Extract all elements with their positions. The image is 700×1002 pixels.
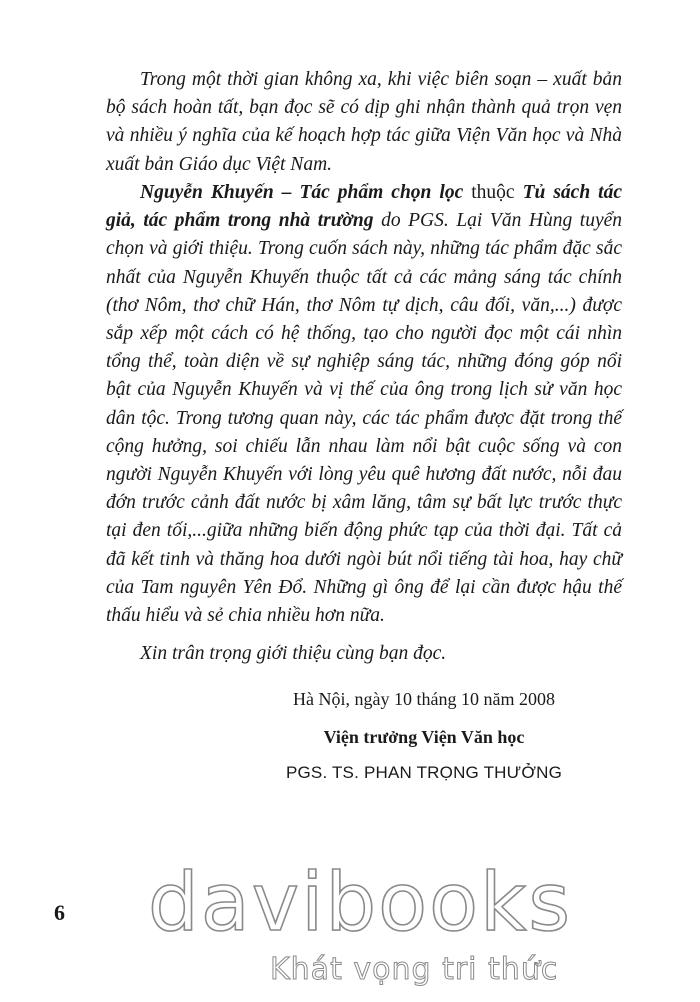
signature-title: Viện trưởng Viện Văn học: [323, 727, 525, 747]
paragraph-closing: [106, 640, 622, 668]
signature-date: Hà Nội, ngày 10 tháng 10 năm 2008: [293, 689, 555, 709]
signature-name: PGS. TS. PHAN TRỌNG THƯỞNG: [285, 763, 563, 782]
series-title: Tủ sách tác giả, tác phẩm trong nhà trường: [106, 182, 623, 232]
paragraph-3-text: Xin trân trọng giới thiệu cùng bạn đọc.: [140, 643, 447, 664]
paragraph-closing-note: [106, 66, 622, 179]
watermark-brand: davibooks: [148, 856, 573, 949]
paragraph-1-text: Trong một thời gian không xa, khi việc biên soạn – xuất bản bộ sách hoàn tất, bạn đọc sẽ có dịp ghi nhận thành quả trọn vẹn và nhiều ý nghĩa của kế hoạch hợp tác giữa Viện Văn học và Nhà xuất bản Giáo dục Việt Nam.: [106, 69, 622, 175]
paragraph-2-connector: thuộc: [471, 182, 515, 203]
paragraph-book-intro: [106, 179, 622, 630]
paragraph-2-text: do PGS. Lại Văn Hùng tuyển chọn và giới thiệu. Trong cuốn sách này, những tác phẩm đặc sắc nhất của Nguyễn Khuyến thuộc tất cả các mảng sáng tác chính (thơ Nôm, thơ chữ Hán, thơ Nôm tự dịch, câu đối, văn,...) được sắp xếp một cách có hệ thống, tạo cho người đọc một cái nhìn tổng thể, toàn diện về sự nghiệp sáng tác, những đóng góp nổi bật của Nguyễn Khuyến và vị thế của ông trong lịch sử văn học dân tộc. Trong tương quan này, các tác phẩm được đặt trong thế cộng hưởng, soi chiếu lẫn nhau làm nổi bật cuộc sống và con người Nguyễn Khuyến với lòng yêu quê hương đất nước, nỗi đau đớn trước cảnh đất nước bị xâm lăng, tâm sự bất lực trước thực tại đen tối,...giữa những biến động phức tạp của thời đại. Tất cả đã kết tinh và thăng hoa dưới ngòi bút nổi tiếng tài hoa, hay chữ của Tam nguyên Yên Đổ. Những gì ông để lại cần được hậu thế thấu hiểu và sẻ chia nhiều hơn nữa.: [106, 210, 623, 627]
book-title: Nguyễn Khuyến – Tác phẩm chọn lọc: [140, 182, 464, 203]
page-number: 6: [54, 900, 65, 925]
watermark-slogan: Khát vọng tri thức: [270, 952, 559, 987]
